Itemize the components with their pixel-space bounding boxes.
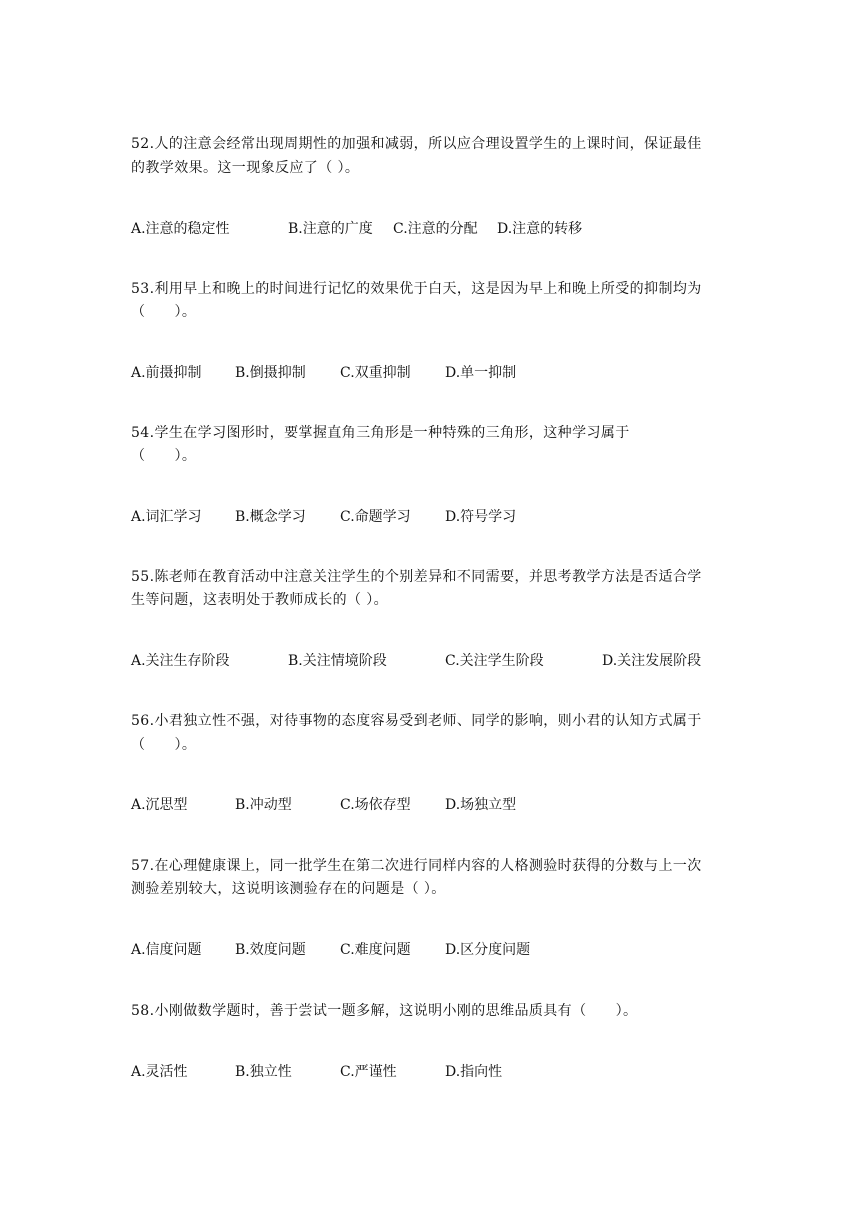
option-d: D.注意的转移 [497, 221, 583, 237]
option-b: B.概念学习 [235, 509, 306, 525]
option-d: D.关注发展阶段 [602, 653, 702, 669]
question-stem-line: 55.陈老师在教育活动中注意关注学生的个别差异和不同需要，并思考教学方法是否适合学 [131, 569, 702, 585]
option-a: A.词汇学习 [131, 509, 202, 525]
question-stem-line: 56.小君独立性不强，对待事物的态度容易受到老师、同学的影响，则小君的认知方式属于 [131, 713, 702, 729]
question-stem-line: （ ）。 [131, 737, 197, 753]
option-d: D.符号学习 [445, 509, 517, 525]
option-d: D.指向性 [445, 1064, 503, 1080]
option-b: B.独立性 [235, 1064, 292, 1080]
option-b: B.效度问题 [235, 942, 306, 958]
option-a: A.前摄抑制 [131, 365, 202, 381]
option-d: D.单一抑制 [445, 365, 517, 381]
option-c: C.难度问题 [340, 942, 411, 958]
option-c: C.场依存型 [340, 797, 411, 813]
option-b: B.冲动型 [235, 797, 292, 813]
option-c: C.命题学习 [340, 509, 411, 525]
option-a: A.沉思型 [131, 797, 188, 813]
question-stem-line: 测验差别较大，这说明该测验存在的问题是（ ）。 [131, 881, 446, 897]
option-b: B.倒摄抑制 [235, 365, 306, 381]
option-c: C.关注学生阶段 [445, 653, 544, 669]
question-stem-line: 的教学效果。这一现象反应了（ ）。 [131, 160, 360, 176]
question-stem-line: 53.利用早上和晚上的时间进行记忆的效果优于白天，这是因为早上和晚上所受的抑制均为 [131, 281, 702, 297]
option-d: D.场独立型 [445, 797, 517, 813]
question-stem-line: （ ）。 [131, 448, 197, 464]
option-b: B.关注情境阶段 [288, 653, 387, 669]
option-c: C.注意的分配 [393, 221, 478, 237]
question-stem-line: （ ）。 [131, 304, 197, 320]
option-d: D.区分度问题 [445, 942, 531, 958]
option-b: B.注意的广度 [288, 221, 373, 237]
option-c: C.严谨性 [340, 1064, 397, 1080]
question-stem-line: 58.小刚做数学题时，善于尝试一题多解，这说明小刚的思维品质具有（ ）。 [131, 1003, 638, 1019]
question-stem-line: 54.学生在学习图形时，要掌握直角三角形是一种特殊的三角形，这种学习属于 [131, 425, 630, 441]
option-a: A.信度问题 [131, 942, 202, 958]
option-c: C.双重抑制 [340, 365, 411, 381]
option-a: A.关注生存阶段 [131, 653, 230, 669]
option-a: A.灵活性 [131, 1064, 188, 1080]
question-stem-line: 生等问题，这表明处于教师成长的（ ）。 [131, 592, 389, 608]
option-a: A.注意的稳定性 [131, 221, 230, 237]
question-stem-line: 52.人的注意会经常出现周期性的加强和减弱，所以应合理设置学生的上课时间，保证最佳 [131, 136, 702, 152]
question-stem-line: 57.在心理健康课上，同一批学生在第二次进行同样内容的人格测验时获得的分数与上一次 [131, 858, 702, 874]
